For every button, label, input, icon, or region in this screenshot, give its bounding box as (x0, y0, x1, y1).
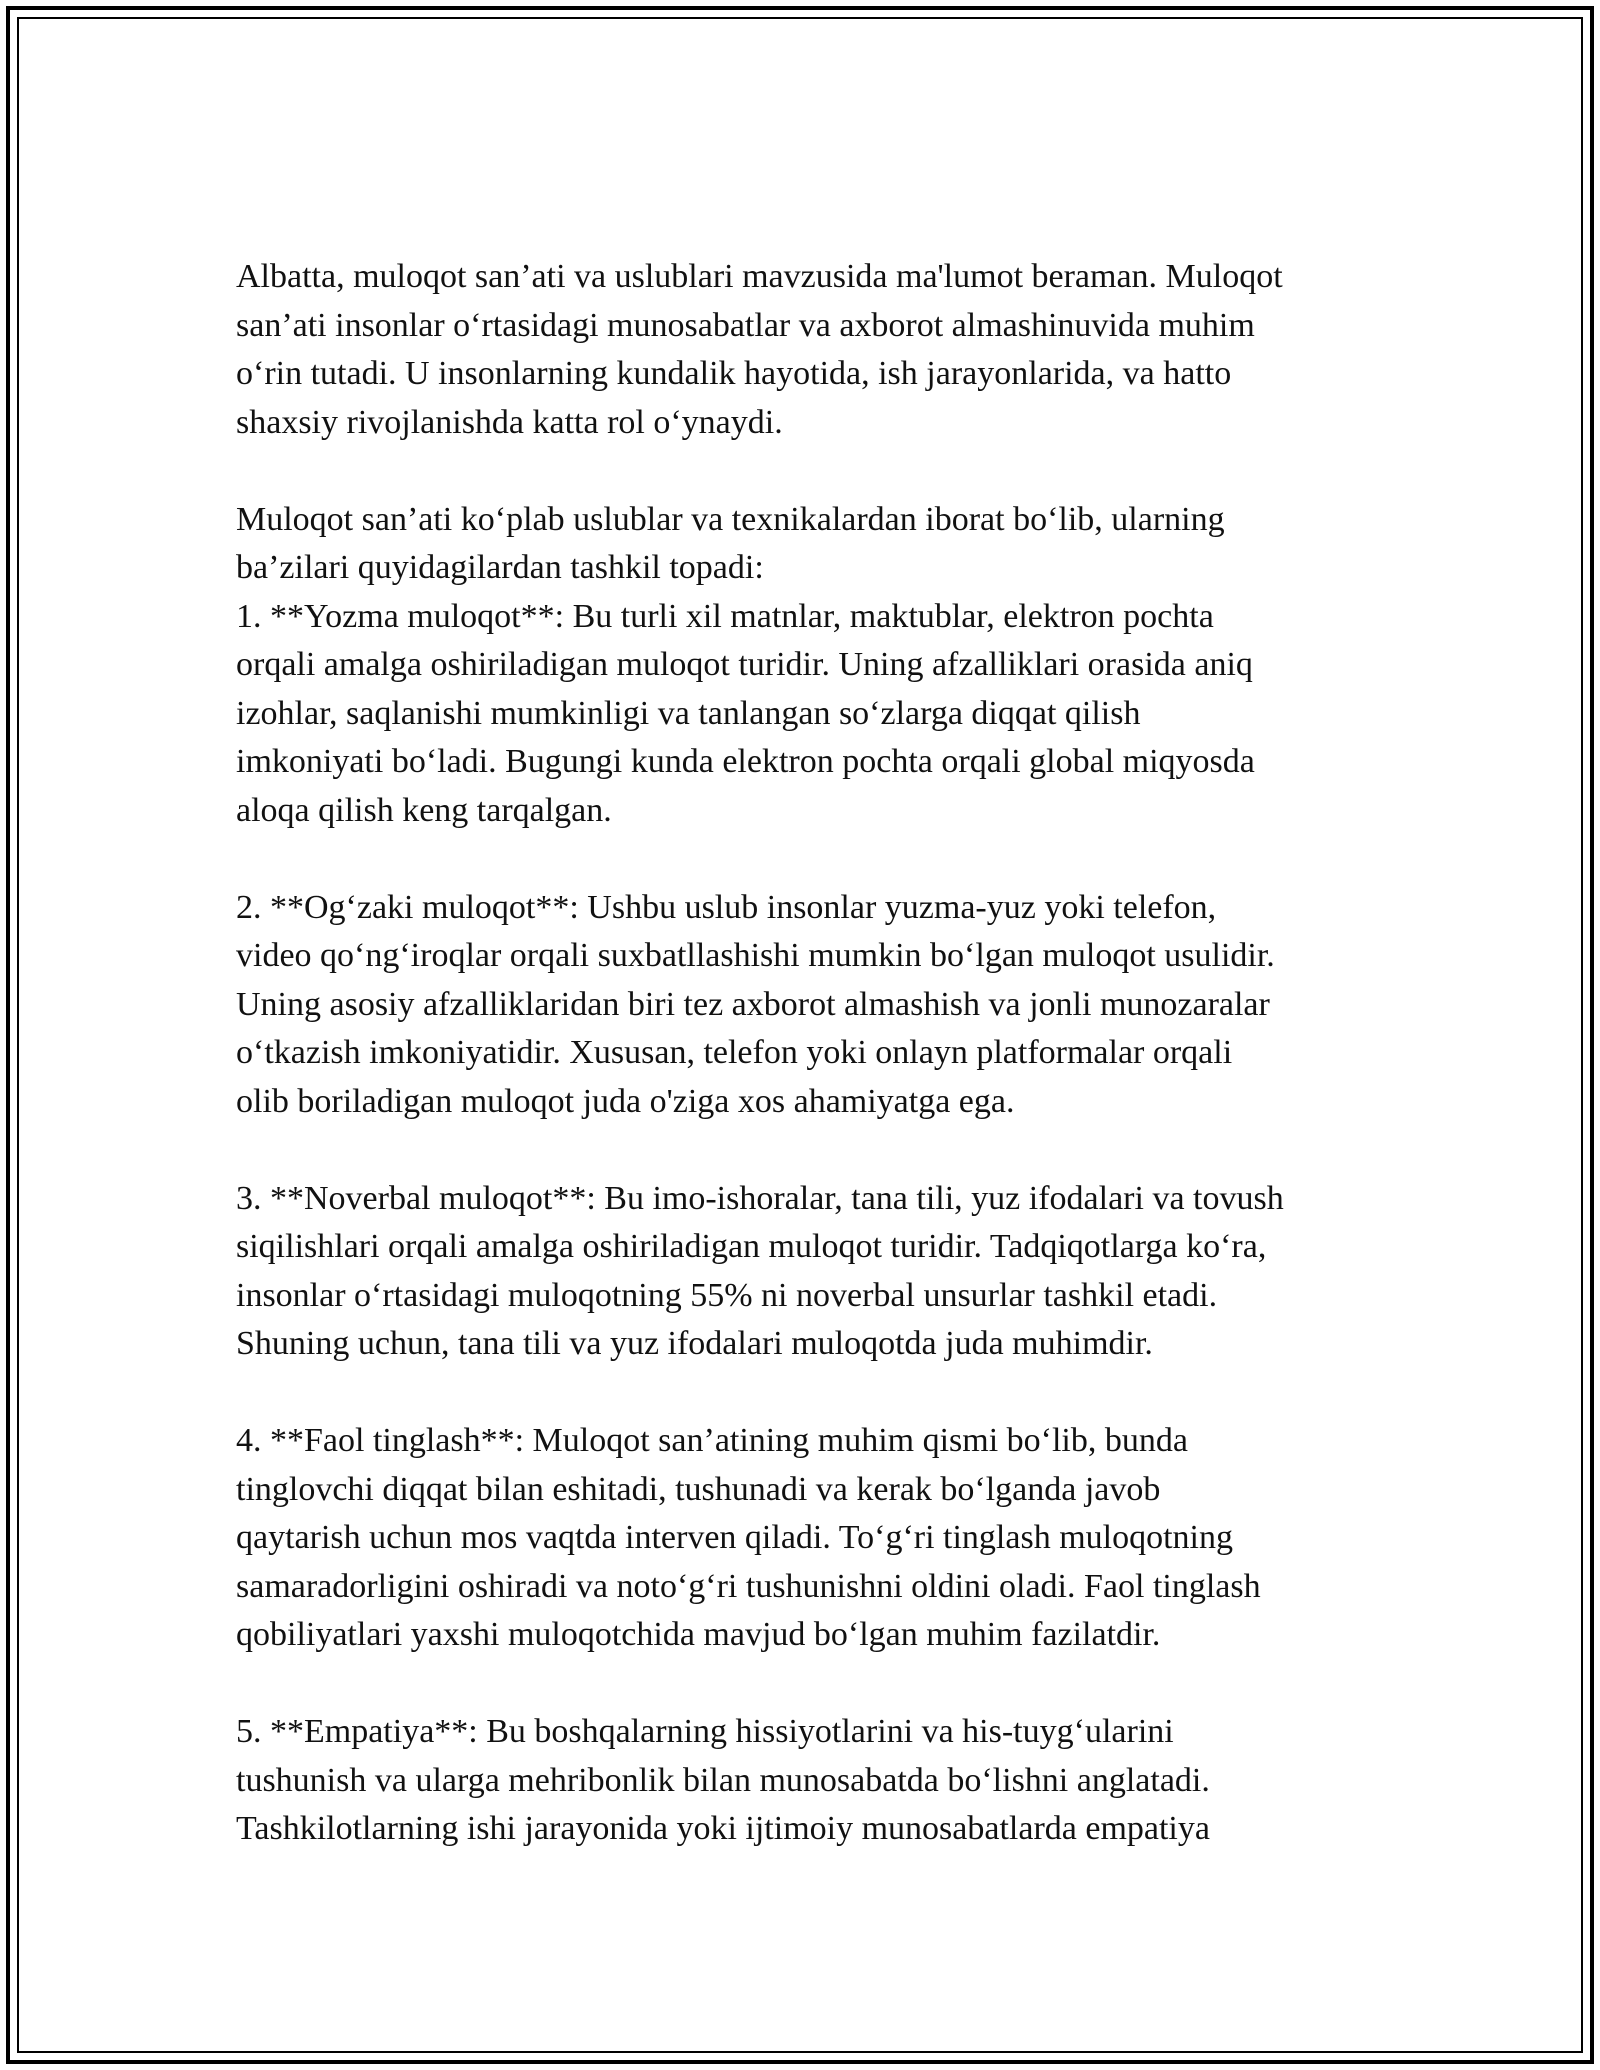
text-line: shaxsiy rivojlanishda katta rol o‘ynaydi. (236, 403, 783, 441)
text-line: 1. **Yozma muloqot**: Bu turli xil matnlar, maktublar, elektron pochta (236, 597, 1214, 635)
paragraph-spacer (236, 1369, 1376, 1418)
text-line: Uning asosiy afzalliklaridan biri tez axborot almashish va jonli munozaralar (236, 985, 1270, 1023)
text-line: Shuning uchun, tana tili va yuz ifodalari muloqotda juda muhimdir. (236, 1325, 1153, 1362)
paragraph-spacer (236, 1126, 1376, 1175)
text-line: tinglovchi diqqat bilan eshitadi, tushunadi va kerak bo‘lganda javob (236, 1470, 1161, 1508)
paragraph-intro (236, 253, 1376, 447)
text-line: izohlar, saqlanishi mumkinligi va tanlangan so‘zlarga diqqat qilish (236, 694, 1141, 732)
paragraph-item-2 (236, 884, 1376, 1127)
text-line: siqilishlari orqali amalga oshiriladigan muloqot turidir. Tadqiqotlarga ko‘ra, (236, 1228, 1267, 1265)
text-line: ba’zilari quyidagilardan tashkil topadi: (236, 549, 764, 586)
text-line: o‘rin tutadi. U insonlarning kundalik hayotida, ish jarayonlarida, va hatto (236, 355, 1232, 392)
text-line: 4. **Faol tinglash**: Muloqot san’atining muhim qismi bo‘lib, bunda (236, 1422, 1188, 1459)
text-line: olib boriladigan muloqot juda o'ziga xos ahamiyatga ega. (236, 1082, 1015, 1120)
text-line: imkoniyati bo‘ladi. Bugungi kunda elektron pochta orqali global miqyosda (236, 743, 1255, 780)
document-body (236, 253, 1376, 1854)
paragraph-spacer (236, 835, 1376, 884)
paragraph-item-4 (236, 1417, 1376, 1660)
text-line: Albatta, muloqot san’ati va uslublari mavzusida ma'lumot beraman. Muloqot (236, 258, 1283, 295)
text-line: san’ati insonlar o‘rtasidagi munosabatlar va axborot almashinuvida muhim (236, 306, 1255, 344)
paragraph-item-3 (236, 1175, 1376, 1369)
text-line: insonlar o‘rtasidagi muloqotning 55% ni noverbal unsurlar tashkil etadi. (236, 1276, 1218, 1314)
text-line: tushunish va ularga mehribonlik bilan munosabatda bo‘lishni anglatadi. (236, 1761, 1210, 1799)
text-line: video qo‘ng‘iroqlar orqali suxbatllashishi mumkin bo‘lgan muloqot usulidir. (236, 937, 1275, 974)
text-line: qaytarish uchun mos vaqtda interven qiladi. To‘g‘ri tinglash muloqotning (236, 1519, 1233, 1556)
paragraph-spacer (236, 1660, 1376, 1709)
paragraph-item-5 (236, 1708, 1376, 1854)
text-line: 5. **Empatiya**: Bu boshqalarning hissiyotlarini va his-tuyg‘ularini (236, 1713, 1174, 1750)
text-line: samaradorligini oshiradi va noto‘g‘ri tushunishni oldini oladi. Faol tinglash (236, 1567, 1261, 1605)
paragraph-styles-intro (236, 496, 1376, 836)
text-line: qobiliyatlari yaxshi muloqotchida mavjud bo‘lgan muhim fazilatdir. (236, 1616, 1161, 1653)
text-line: 2. **Og‘zaki muloqot**: Ushbu uslub insonlar yuzma-yuz yoki telefon, (236, 888, 1217, 926)
text-line: aloqa qilish keng tarqalgan. (236, 791, 612, 829)
text-line: Muloqot san’ati ko‘plab uslublar va texnikalardan iborat bo‘lib, ularning (236, 500, 1225, 538)
paragraph-spacer (236, 447, 1376, 496)
text-line: orqali amalga oshiriladigan muloqot turidir. Uning afzalliklari orasida aniq (236, 646, 1253, 683)
text-line: o‘tkazish imkoniyatidir. Xususan, telefon yoki onlayn platformalar orqali (236, 1034, 1233, 1071)
text-line: Tashkilotlarning ishi jarayonida yoki ijtimoiy munosabatlarda empatiya (236, 1810, 1210, 1847)
text-line: 3. **Noverbal muloqot**: Bu imo-ishoralar, tana tili, yuz ifodalari va tovush (236, 1179, 1284, 1217)
